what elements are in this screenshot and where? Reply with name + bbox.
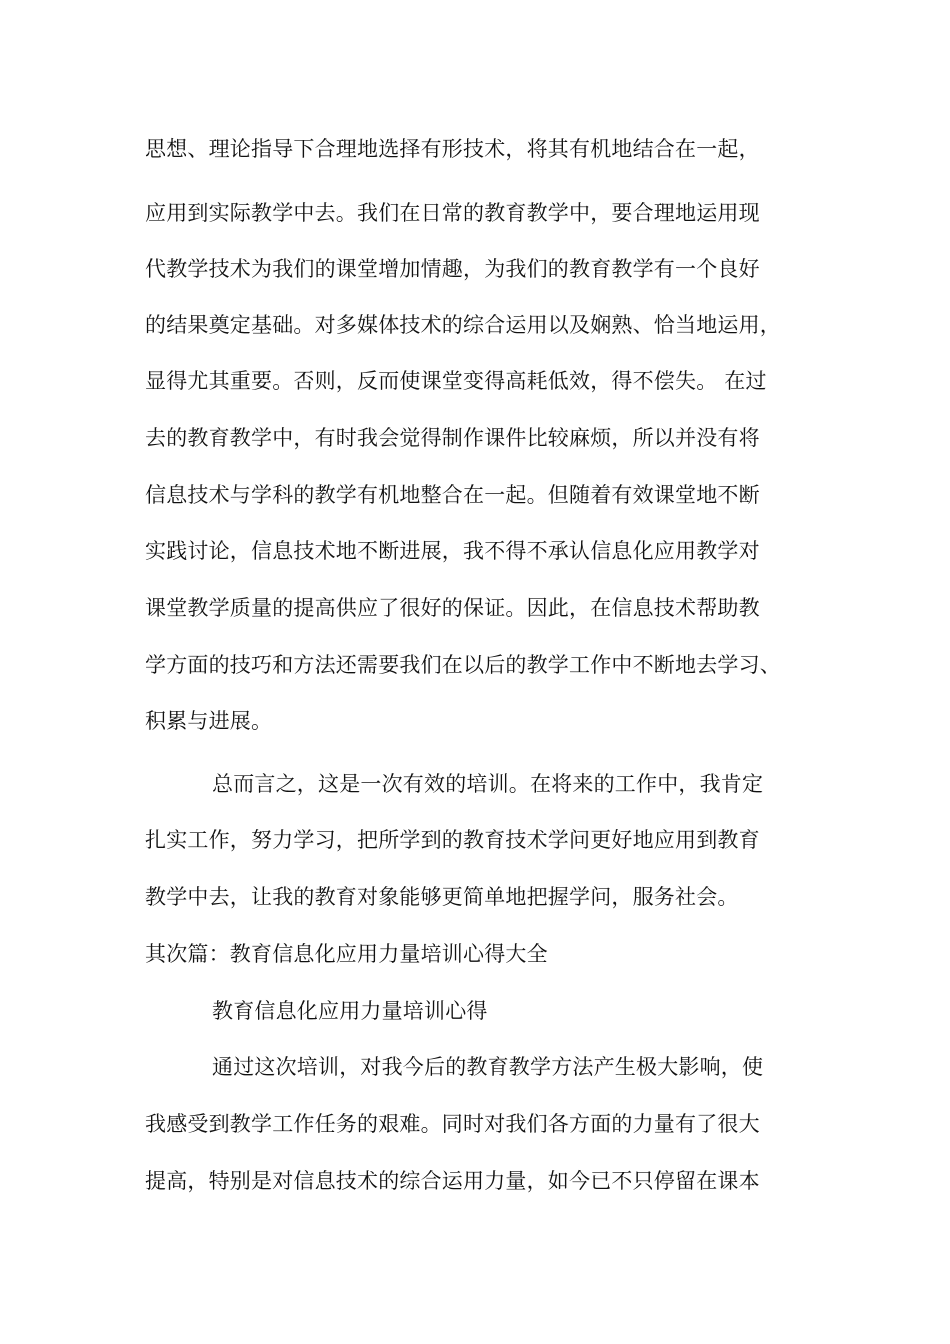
body-text-line: 课堂教学质量的提高供应了很好的保证。因此，在信息技术帮助教	[145, 596, 760, 620]
body-text-line: 扎实工作，努力学习，把所学到的教育技术学问更好地应用到教育	[145, 828, 760, 852]
body-text-line: 信息技术与学科的教学有机地整合在一起。但随着有效课堂地不断	[145, 483, 760, 507]
body-text-line: 应用到实际教学中去。我们在日常的教育教学中，要合理地运用现	[145, 201, 760, 225]
body-text-line: 通过这次培训，对我今后的教育教学方法产生极大影响，使	[212, 1055, 764, 1079]
body-text-line: 的结果奠定基础。对多媒体技术的综合运用以及娴熟、恰当地运用，	[145, 313, 781, 337]
body-text-line: 提高，特别是对信息技术的综合运用力量，如今已不只停留在课本	[145, 1169, 760, 1193]
sub-heading: 教育信息化应用力量培训心得	[212, 999, 488, 1023]
body-text-line: 显得尤其重要。否则，反而使课堂变得高耗低效，得不偿失。 在过	[145, 369, 767, 393]
body-text-line: 去的教育教学中，有时我会觉得制作课件比较麻烦，所以并没有将	[145, 426, 760, 450]
body-text-line: 我感受到教学工作任务的艰难。同时对我们各方面的力量有了很大	[145, 1112, 760, 1136]
body-text-line: 实践讨论，信息技术地不断进展，我不得不承认信息化应用教学对	[145, 539, 760, 563]
body-text-line: 代教学技术为我们的课堂增加情趣，为我们的教育教学有一个良好	[145, 257, 760, 281]
body-text-line: 教学中去，让我的教育对象能够更简单地把握学问，服务社会。	[145, 885, 739, 909]
body-text-line: 学方面的技巧和方法还需要我们在以后的教学工作中不断地去学习、	[145, 653, 781, 677]
section-heading: 其次篇：教育信息化应用力量培训心得大全	[145, 942, 548, 966]
body-text-line: 思想、理论指导下合理地选择有形技术，将其有机地结合在一起，	[145, 137, 760, 161]
body-text-line: 总而言之，这是一次有效的培训。在将来的工作中，我肯定	[212, 772, 764, 796]
body-text-line: 积累与进展。	[145, 709, 273, 733]
